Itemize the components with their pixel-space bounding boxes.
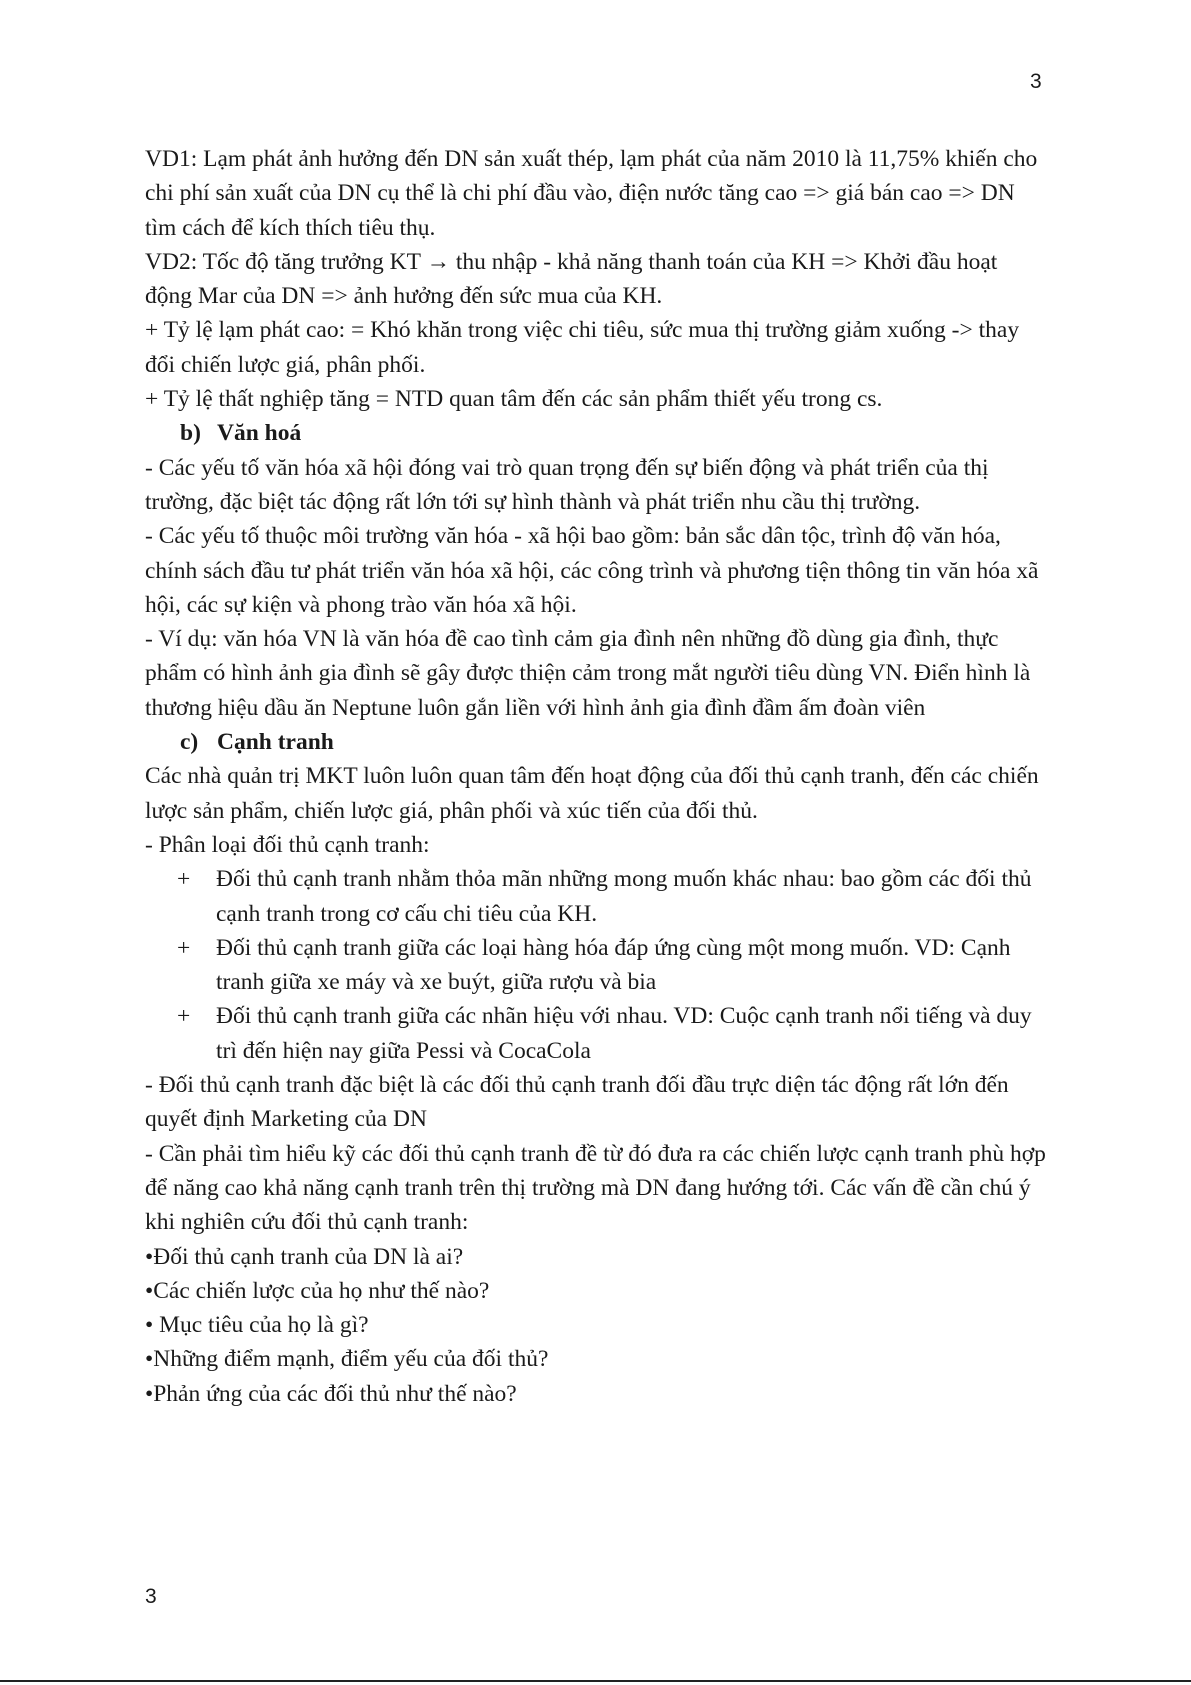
list-item [145, 931, 1050, 1000]
section-b-marker: b) [180, 420, 201, 447]
question-item: •Đối thủ cạnh tranh của DN là ai? [145, 1243, 464, 1270]
list-item [145, 862, 1050, 931]
question-item: •Các chiến lược của họ như thế nào? [145, 1277, 490, 1304]
bullet-marker: + [177, 1003, 191, 1030]
section-c-title: Cạnh tranh [217, 729, 334, 756]
bullet-text: Đối thủ cạnh tranh giữa các loại hàng hóa đáp ứng cùng một mong muốn. VD: Cạnh tranh giữa xe máy và xe buýt, giữa rượu và bia [216, 934, 1011, 996]
page-number-top: 3 [1030, 70, 1042, 93]
bullet-text: Đối thủ cạnh tranh nhằm thỏa mãn những mong muốn khác nhau: bao gồm các đối thủ cạnh tranh trong cơ cấu chi tiêu của KH. [216, 866, 1032, 927]
example-paragraph-1: VD1: Lạm phát ảnh hưởng đến DN sản xuất thép, lạm phát của năm 2010 là 11,75% khiến cho chi phí sản xuất của DN cụ thể là chi phí đầu vào, điện nước tăng cao => giá bán cao => DN tìm cách để kích thích tiêu thụ. [145, 146, 1038, 241]
question-item: •Phản ứng của các đối thủ như thế nào? [145, 1380, 517, 1407]
bullet-marker: + [177, 934, 191, 961]
question-item: • Mục tiêu của họ là gì? [145, 1312, 369, 1339]
section-b-heading [145, 416, 1050, 450]
question-item: •Những điểm mạnh, điểm yếu của đối thủ? [145, 1346, 549, 1373]
competitor-impact: - Đối thủ cạnh tranh đặc biệt là các đối thủ cạnh tranh đối đầu trực diện tác động rất lớn đến quyết định Marketing của DN [145, 1072, 1009, 1133]
competitor-research: - Cần phải tìm hiểu kỹ các đối thủ cạnh tranh đề từ đó đưa ra các chiến lược cạnh tranh phù hợp để năng cao khả năng cạnh tranh trên thị trường mà DN đang hướng tới. Các vấn đề cần chú ý khi nghiên cứu đối thủ cạnh tranh: [145, 1140, 1046, 1236]
page-divider [0, 1680, 1191, 1682]
unemployment-note: + Tỷ lệ thất nghiệp tăng = NTD quan tâm đến các sản phẩm thiết yếu trong cs. [145, 386, 883, 413]
example-paragraph-2: VD2: Tốc độ tăng trưởng KT → thu nhập - khả năng thanh toán của KH => Khởi đầu hoạt động Mar của DN => ảnh hưởng đến sức mua của KH. [145, 248, 998, 310]
section-c-heading [145, 725, 1050, 759]
inflation-note: + Tỷ lệ lạm phát cao: = Khó khăn trong việc chi tiêu, sức mua thị trường giảm xuống -> thay đổi chiến lược giá, phân phối. [145, 317, 1020, 378]
page-number-bottom: 3 [145, 1585, 157, 1608]
section-b-title: Văn hoá [217, 420, 302, 447]
culture-paragraph-1: - Các yếu tố văn hóa xã hội đóng vai trò quan trọng đến sự biến động và phát triển của thị trường, đặc biệt tác động rất lớn tới sự hình thành và phát triển nhu cầu thị trường. [145, 454, 989, 515]
culture-example: - Ví dụ: văn hóa VN là văn hóa đề cao tình cảm gia đình nên những đồ dùng gia đình, thực phẩm có hình ảnh gia đình sẽ gây được thiện cảm trong mắt người tiêu dùng VN. Điển hình là thương hiệu dầu ăn Neptune luôn gắn liền với hình ảnh gia đình đầm ấm đoàn viên [145, 626, 1031, 721]
section-c-marker: c) [180, 729, 199, 756]
list-item [145, 999, 1050, 1068]
bullet-text: Đối thủ cạnh tranh giữa các nhãn hiệu với nhau. VD: Cuộc cạnh tranh nổi tiếng và duy trì đến hiện nay giữa Pessi và CocaCola [216, 1003, 1032, 1064]
bullet-marker: + [177, 866, 191, 893]
classification-label: - Phân loại đối thủ cạnh tranh: [145, 831, 430, 858]
document-body [145, 142, 1050, 1411]
competition-intro: Các nhà quản trị MKT luôn luôn quan tâm đến hoạt động của đối thủ cạnh tranh, đến các chiến lược sản phẩm, chiến lược giá, phân phối và xúc tiến của đối thủ. [145, 763, 1039, 824]
culture-paragraph-2: - Các yếu tố thuộc môi trường văn hóa - xã hội bao gồm: bản sắc dân tộc, trình độ văn hóa, chính sách đầu tư phát triển văn hóa xã hội, các công trình và phương tiện thông tin văn hóa xã hội, các sự kiện và phong trào văn hóa xã hội. [145, 523, 1039, 618]
